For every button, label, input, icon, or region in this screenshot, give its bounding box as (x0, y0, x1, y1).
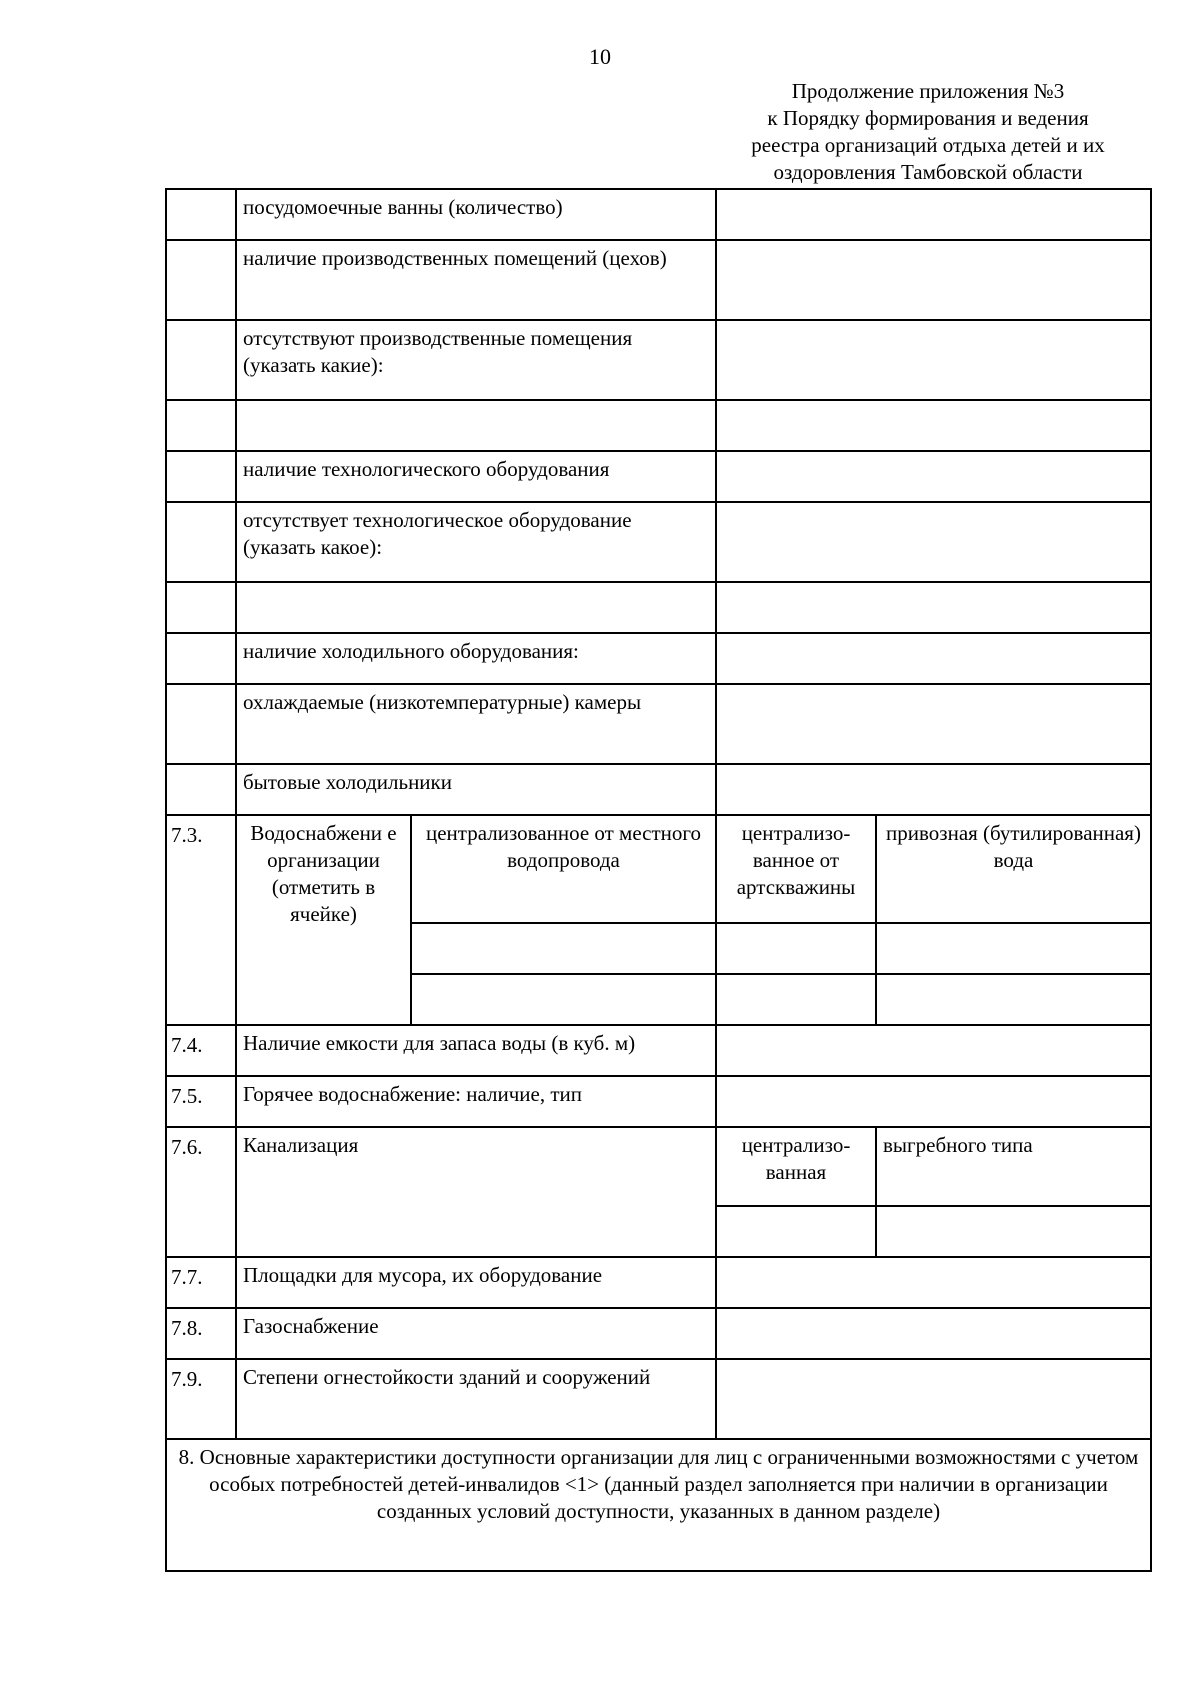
checkbox-cell[interactable] (716, 923, 876, 974)
registry-form-table (165, 188, 1152, 1572)
table-row (166, 1308, 1151, 1359)
blank-input-cell[interactable] (236, 400, 716, 451)
number-cell (166, 240, 236, 320)
checkbox-cell[interactable] (411, 974, 716, 1025)
table-row (166, 240, 1151, 320)
table-row (166, 684, 1151, 764)
value-cell[interactable] (716, 684, 1151, 764)
number-cell (166, 582, 236, 633)
table-row (166, 189, 1151, 240)
value-cell[interactable] (716, 240, 1151, 320)
value-cell[interactable] (716, 1076, 1151, 1127)
header-line: реестра организаций отдыха детей и их (751, 133, 1105, 157)
value-cell[interactable] (716, 451, 1151, 502)
header-line: к Порядку формирования и ведения (767, 106, 1089, 130)
table-row (166, 1127, 1151, 1206)
section-number: 7.6. (166, 1127, 236, 1257)
number-cell (166, 764, 236, 815)
page-number: 10 (589, 44, 611, 69)
column-header: централизованное от местного водопровода (411, 815, 716, 923)
value-cell[interactable] (716, 1359, 1151, 1439)
value-cell[interactable] (716, 1308, 1151, 1359)
row-label: Наличие емкости для запаса воды (в куб. м) (236, 1025, 716, 1076)
row-label: наличие холодильного оборудования: (236, 633, 716, 684)
number-cell (166, 633, 236, 684)
table-row (166, 633, 1151, 684)
table-row (166, 1025, 1151, 1076)
value-cell[interactable] (716, 1025, 1151, 1076)
row-label: посудомоечные ванны (количество) (236, 189, 716, 240)
table-row (166, 1076, 1151, 1127)
checkbox-cell[interactable] (716, 974, 876, 1025)
table-row (166, 582, 1151, 633)
value-cell[interactable] (716, 1257, 1151, 1308)
table-row (166, 320, 1151, 400)
blank-input-cell[interactable] (236, 582, 716, 633)
row-label: наличие производственных помещений (цехов) (236, 240, 716, 320)
checkbox-cell[interactable] (876, 923, 1151, 974)
table-row (166, 502, 1151, 582)
table-row (166, 1359, 1151, 1439)
number-cell (166, 400, 236, 451)
value-cell[interactable] (716, 633, 1151, 684)
row-label: отсутствует технологическое оборудование (указать какое): (236, 502, 716, 582)
water-supply-label: Водоснабжени е организации (отметить в ячейке) (236, 815, 411, 1025)
table-row (166, 451, 1151, 502)
number-cell (166, 451, 236, 502)
section-number: 7.8. (166, 1308, 236, 1359)
header-line: оздоровления Тамбовской области (773, 160, 1083, 184)
section-number: 7.4. (166, 1025, 236, 1076)
row-label: охлаждаемые (низкотемпературные) камеры (236, 684, 716, 764)
header-line: Продолжение приложения №3 (791, 79, 1065, 103)
row-label: бытовые холодильники (236, 764, 716, 815)
value-cell[interactable] (716, 582, 1151, 633)
column-header: централизо-ванная (716, 1127, 876, 1206)
value-cell[interactable] (716, 320, 1151, 400)
section-number: 7.3. (166, 815, 236, 1025)
section-number: 7.5. (166, 1076, 236, 1127)
row-label: наличие технологического оборудования (236, 451, 716, 502)
checkbox-cell[interactable] (876, 1206, 1151, 1257)
value-cell[interactable] (716, 502, 1151, 582)
value-cell[interactable] (716, 400, 1151, 451)
row-label: Степени огнестойкости зданий и сооружений (236, 1359, 716, 1439)
table-row (166, 1257, 1151, 1308)
number-cell (166, 189, 236, 240)
number-cell (166, 502, 236, 582)
appendix-header (708, 78, 1148, 186)
column-header: централизо-ванное от артскважины (716, 815, 876, 923)
checkbox-cell[interactable] (716, 1206, 876, 1257)
number-cell (166, 320, 236, 400)
number-cell (166, 684, 236, 764)
row-label: Газоснабжение (236, 1308, 716, 1359)
table-row (166, 815, 1151, 923)
column-header: выгребного типа (876, 1127, 1151, 1206)
table-row (166, 764, 1151, 815)
checkbox-cell[interactable] (876, 974, 1151, 1025)
section-number: 7.9. (166, 1359, 236, 1439)
sewerage-label: Канализация (236, 1127, 716, 1257)
row-label: отсутствуют производственные помещения (указать какие): (236, 320, 716, 400)
value-cell[interactable] (716, 764, 1151, 815)
section-number: 7.7. (166, 1257, 236, 1308)
section-8-heading: 8. Основные характеристики доступности организации для лиц с ограниченными возможностями с учетом особых потребностей детей-инвалидов <1> (данный раздел заполняется при наличии в организации созданных условий доступности, указанных в данном разделе) (166, 1439, 1151, 1571)
row-label: Горячее водоснабжение: наличие, тип (236, 1076, 716, 1127)
table-row (166, 400, 1151, 451)
row-label: Площадки для мусора, их оборудование (236, 1257, 716, 1308)
column-header: привозная (бутилированная) вода (876, 815, 1151, 923)
value-cell[interactable] (716, 189, 1151, 240)
checkbox-cell[interactable] (411, 923, 716, 974)
table-row (166, 1439, 1151, 1571)
